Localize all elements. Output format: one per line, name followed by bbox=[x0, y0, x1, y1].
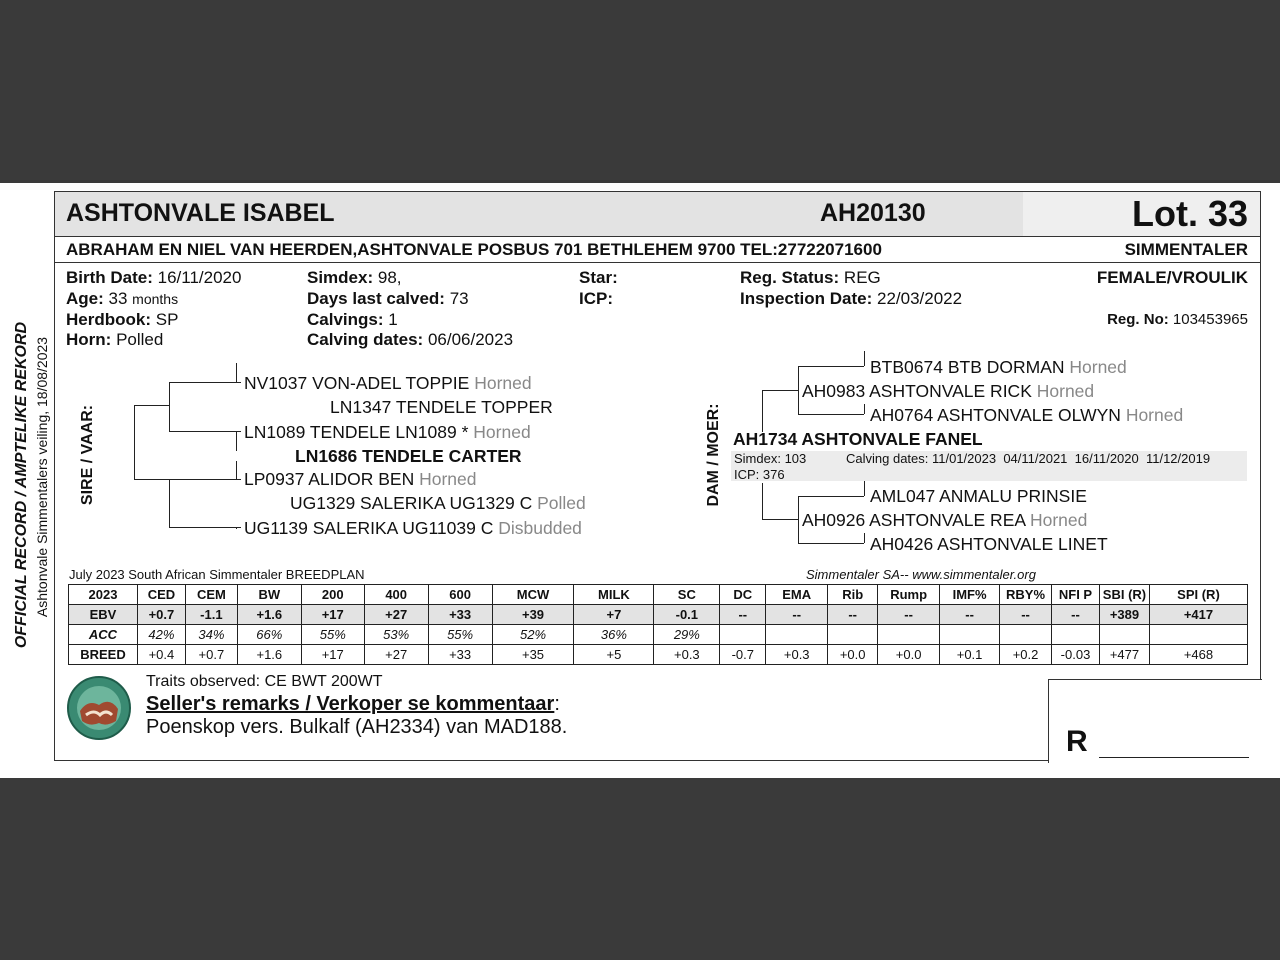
r-label: R bbox=[1066, 725, 1088, 758]
table-cell: -- bbox=[878, 605, 940, 625]
icp-label: ICP: bbox=[579, 289, 613, 308]
star-label: Star: bbox=[579, 268, 618, 287]
table-cell: -0.7 bbox=[720, 645, 766, 665]
table-cell: 42% bbox=[137, 625, 185, 645]
herdbook: Herdbook: SP bbox=[66, 310, 179, 329]
dam-tree-line bbox=[798, 543, 864, 544]
sire-tree-line bbox=[236, 527, 237, 529]
table-cell: +0.3 bbox=[766, 645, 828, 665]
table-header-cell: 400 bbox=[364, 585, 428, 605]
sire-label: SIRE / VAAR: bbox=[79, 404, 96, 506]
table-cell: -1.1 bbox=[185, 605, 237, 625]
sire-tree-line bbox=[169, 479, 170, 527]
table-cell bbox=[1149, 625, 1247, 645]
table-cell: 52% bbox=[492, 625, 574, 645]
sire-sire: NV1037 VON-ADEL TOPPIE Horned bbox=[244, 373, 532, 393]
table-cell: +0.4 bbox=[137, 645, 185, 665]
table-cell: +33 bbox=[428, 645, 492, 665]
dam-dam-sire: AML047 ANMALU PRINSIE bbox=[870, 486, 1087, 506]
sire-tree-line bbox=[236, 461, 237, 479]
sire-dam-sire-2: LP0937 ALIDOR BEN Horned bbox=[244, 469, 477, 489]
table-header-cell: 200 bbox=[301, 585, 364, 605]
animal-name: ASHTONVALE ISABEL bbox=[66, 199, 335, 227]
age: Age: 33 months bbox=[66, 289, 179, 308]
table-cell: +33 bbox=[428, 605, 492, 625]
table-row-breed bbox=[69, 645, 1248, 665]
table-header-cell: Rib bbox=[828, 585, 878, 605]
table-cell bbox=[940, 625, 1000, 645]
table-cell: +0.7 bbox=[185, 645, 237, 665]
dam-calving-dates: Calving dates: 11/01/2023 04/11/2021 16/11/2020 11/12/2019 bbox=[846, 451, 1211, 466]
table-cell: -0.03 bbox=[1052, 645, 1100, 665]
dam-tree-line bbox=[762, 390, 798, 391]
sex: FEMALE/VROULIK bbox=[1096, 268, 1248, 287]
dam-tree-line bbox=[762, 483, 763, 519]
sire-tree-line bbox=[134, 405, 135, 479]
table-cell: -- bbox=[766, 605, 828, 625]
dam-tree-line bbox=[864, 404, 865, 414]
official-record-label: OFFICIAL RECORD / AMPTELIKE REKORD bbox=[13, 321, 30, 649]
dam-tree-line bbox=[864, 481, 865, 496]
remarks-heading: Seller's remarks / Verkoper se kommentaar: bbox=[146, 693, 560, 715]
table-row-acc bbox=[69, 625, 1248, 645]
dam-tree-line bbox=[864, 533, 865, 543]
table-header-cell: BW bbox=[237, 585, 301, 605]
table-header-cell: Rump bbox=[878, 585, 940, 605]
sire-dam-sire: LN1347 TENDELE TOPPER bbox=[330, 397, 553, 417]
lot-number: Lot. 33 bbox=[1131, 193, 1248, 234]
table-cell: +35 bbox=[492, 645, 574, 665]
sire-tree-line bbox=[169, 527, 241, 528]
table-cell bbox=[878, 625, 940, 645]
table-cell bbox=[1099, 625, 1149, 645]
calvings: Calvings: 1 bbox=[307, 310, 398, 329]
dam-dam: AH0926 ASHTONVALE REA Horned bbox=[802, 510, 1088, 530]
sire-tree-line bbox=[236, 431, 237, 451]
dam-tree-line bbox=[762, 519, 798, 520]
days-last-calved: Days last calved: 73 bbox=[307, 289, 469, 308]
table-row-ebv bbox=[69, 605, 1248, 625]
sire-tree-line bbox=[169, 382, 170, 431]
table-cell bbox=[1000, 625, 1052, 645]
dam-sire-sire: BTB0674 BTB DORMAN Horned bbox=[870, 357, 1127, 377]
table-cell: +417 bbox=[1149, 605, 1247, 625]
table-cell: 36% bbox=[574, 625, 654, 645]
table-cell: +0.3 bbox=[654, 645, 720, 665]
animal-id: AH20130 bbox=[820, 199, 926, 227]
sire: LN1686 TENDELE CARTER bbox=[295, 446, 522, 466]
table-cell: +27 bbox=[364, 645, 428, 665]
dam-tree-line bbox=[864, 351, 865, 366]
table-cell bbox=[1052, 625, 1100, 645]
sire-dam-dam: UG1139 SALERIKA UG11039 C Disbudded bbox=[244, 518, 582, 538]
table-header-cell: MILK bbox=[574, 585, 654, 605]
table-header-cell: 2023 bbox=[69, 585, 138, 605]
table-cell bbox=[720, 625, 766, 645]
table-header-cell: SC bbox=[654, 585, 720, 605]
table-cell: +0.0 bbox=[878, 645, 940, 665]
sire-dam: LN1089 TENDELE LN1089 * Horned bbox=[244, 422, 531, 442]
table-cell bbox=[766, 625, 828, 645]
table-row-label: ACC bbox=[69, 625, 138, 645]
remarks-text: Poenskop vers. Bulkalf (AH2334) van MAD188. bbox=[146, 716, 568, 738]
owner-address: ABRAHAM EN NIEL VAN HEERDEN,ASHTONVALE POSBUS 701 BETHLEHEM 9700 TEL:27722071600 bbox=[66, 240, 882, 259]
table-header-cell: IMF% bbox=[940, 585, 1000, 605]
catalogue-card bbox=[0, 183, 1280, 778]
table-cell: 55% bbox=[428, 625, 492, 645]
table-cell: +1.6 bbox=[237, 645, 301, 665]
sire-tree-line bbox=[169, 431, 241, 432]
reg-no: Reg. No: 103453965 bbox=[1107, 311, 1248, 328]
dam-icp: ICP: 376 bbox=[734, 467, 785, 482]
horn: Horn: Polled bbox=[66, 330, 164, 349]
inspection-date: Inspection Date: 22/03/2022 bbox=[740, 289, 963, 308]
dam-tree-line bbox=[798, 366, 799, 414]
table-header-cell: DC bbox=[720, 585, 766, 605]
table-cell: 29% bbox=[654, 625, 720, 645]
table-cell: -- bbox=[720, 605, 766, 625]
table-row-label: EBV bbox=[69, 605, 138, 625]
table-cell: +0.2 bbox=[1000, 645, 1052, 665]
table-cell: 34% bbox=[185, 625, 237, 645]
dam-label: DAM / MOER: bbox=[705, 403, 722, 507]
table-cell: 55% bbox=[301, 625, 364, 645]
table-cell: -- bbox=[1052, 605, 1100, 625]
reg-status: Reg. Status: REG bbox=[740, 268, 881, 287]
simdex: Simdex: 98, bbox=[307, 268, 402, 287]
breed-name: SIMMENTALER bbox=[1124, 240, 1248, 259]
sire-tree-line bbox=[236, 363, 237, 382]
table-row-label: BREED bbox=[69, 645, 138, 665]
table-cell: +7 bbox=[574, 605, 654, 625]
dam: AH1734 ASHTONVALE FANEL bbox=[733, 429, 983, 449]
breedplan-table bbox=[68, 584, 1248, 665]
table-cell: +17 bbox=[301, 645, 364, 665]
table-header-cell: SBI (R) bbox=[1099, 585, 1149, 605]
table-cell: +5 bbox=[574, 645, 654, 665]
breedplan-website: Simmentaler SA-- www.simmentaler.org bbox=[806, 567, 1036, 582]
table-cell: +389 bbox=[1099, 605, 1149, 625]
dam-sire: AH0983 ASHTONVALE RICK Horned bbox=[802, 381, 1095, 401]
table-header-cell: RBY% bbox=[1000, 585, 1052, 605]
sire-tree-line bbox=[134, 479, 169, 480]
sale-label: Ashtonvale Simmentalers veiling, 18/08/2023 bbox=[34, 336, 50, 618]
table-cell: -- bbox=[1000, 605, 1052, 625]
table-header-cell: CEM bbox=[185, 585, 237, 605]
table-header-cell: EMA bbox=[766, 585, 828, 605]
dam-tree-line bbox=[798, 366, 864, 367]
dam-dam-dam: AH0426 ASHTONVALE LINET bbox=[870, 534, 1108, 554]
breedplan-title: July 2023 South African Simmentaler BREEDPLAN bbox=[69, 567, 365, 582]
bid-line bbox=[1099, 757, 1249, 758]
table-cell: +39 bbox=[492, 605, 574, 625]
sire-tree-line bbox=[169, 382, 241, 383]
table-cell: +0.0 bbox=[828, 645, 878, 665]
dam-tree-line bbox=[762, 390, 763, 432]
birth-date: Birth Date: 16/11/2020 bbox=[66, 268, 242, 287]
table-cell: +0.7 bbox=[137, 605, 185, 625]
table-cell: +27 bbox=[364, 605, 428, 625]
table-cell: -0.1 bbox=[654, 605, 720, 625]
dam-tree-line bbox=[798, 496, 799, 543]
traits-observed: Traits observed: CE BWT 200WT bbox=[146, 673, 383, 690]
table-cell: +477 bbox=[1099, 645, 1149, 665]
table-cell: -- bbox=[940, 605, 1000, 625]
table-cell: -- bbox=[828, 605, 878, 625]
table-header-cell: 600 bbox=[428, 585, 492, 605]
globe-cattle-logo-icon bbox=[66, 675, 132, 741]
table-cell: +17 bbox=[301, 605, 364, 625]
table-cell: +468 bbox=[1149, 645, 1247, 665]
table-cell: 66% bbox=[237, 625, 301, 645]
table-header-row bbox=[69, 585, 1248, 605]
sire-tree-line bbox=[134, 405, 169, 406]
table-header-cell: CED bbox=[137, 585, 185, 605]
table-cell: +1.6 bbox=[237, 605, 301, 625]
table-header-cell: SPI (R) bbox=[1149, 585, 1247, 605]
dam-sire-dam: AH0764 ASHTONVALE OLWYN Horned bbox=[870, 405, 1184, 425]
dam-tree-line bbox=[798, 414, 864, 415]
table-cell: 53% bbox=[364, 625, 428, 645]
table-header-cell: NFI P bbox=[1052, 585, 1100, 605]
dam-simdex: Simdex: 103 bbox=[734, 451, 807, 466]
table-header-cell: MCW bbox=[492, 585, 574, 605]
sire-tree-line bbox=[169, 479, 241, 480]
dam-tree-line bbox=[798, 496, 864, 497]
sire-dam-dam-sire: UG1329 SALERIKA UG1329 C Polled bbox=[290, 493, 586, 513]
table-cell: +0.1 bbox=[940, 645, 1000, 665]
calving-dates: Calving dates: 06/06/2023 bbox=[307, 330, 514, 349]
table-cell bbox=[828, 625, 878, 645]
